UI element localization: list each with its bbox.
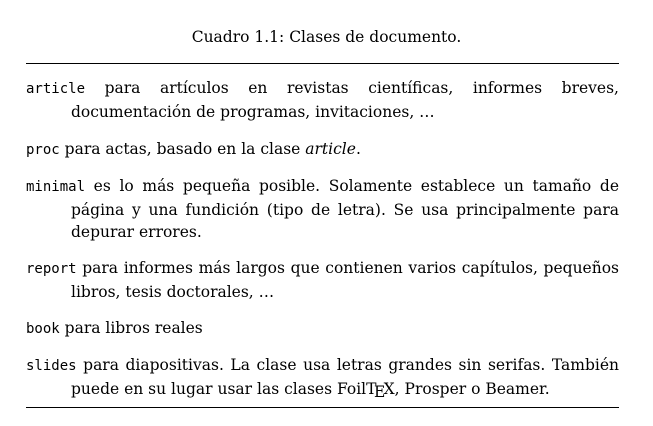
- class-description: para actas, basado en la clase: [64, 140, 306, 158]
- list-item-book: [26, 317, 619, 341]
- list-item-report: [26, 257, 619, 303]
- class-keyword: slides: [26, 358, 77, 374]
- class-reference: article: [305, 140, 356, 158]
- class-description-end: .: [355, 140, 361, 158]
- list-item-slides: [26, 354, 619, 400]
- class-description: para artículos en revistas científicas, informes breves, documentación de programas, invitaciones, …: [71, 79, 619, 121]
- class-keyword: article: [26, 81, 86, 97]
- list-item-proc: [26, 138, 619, 162]
- bottom-rule: [26, 407, 619, 408]
- class-keyword: minimal: [26, 179, 86, 195]
- class-description: es lo más pequeña posible. Solamente establece un tamaño de página y una fundición (tipo de letra). Se usa principalmente para depurar errores.: [71, 177, 619, 241]
- list-item-article: [26, 77, 619, 123]
- class-description: para diapositivas. La clase usa letras grandes sin serifas. También puede en su lugar usar las clases Foil: [71, 356, 619, 398]
- class-description: para libros reales: [64, 319, 203, 337]
- list-item-minimal: [26, 175, 619, 244]
- table-caption: Cuadro 1.1: Clases de documento.: [191, 28, 462, 46]
- class-description: para informes más largos que contienen varios capítulos, pequeños libros, tesis doctorales, …: [71, 259, 619, 301]
- class-keyword: proc: [26, 142, 60, 158]
- class-keyword: book: [26, 321, 60, 337]
- top-rule: [26, 63, 619, 64]
- tex-logo: TEX: [366, 379, 395, 401]
- class-keyword: report: [26, 261, 77, 277]
- class-description-end: , Prosper o Beamer.: [394, 379, 550, 398]
